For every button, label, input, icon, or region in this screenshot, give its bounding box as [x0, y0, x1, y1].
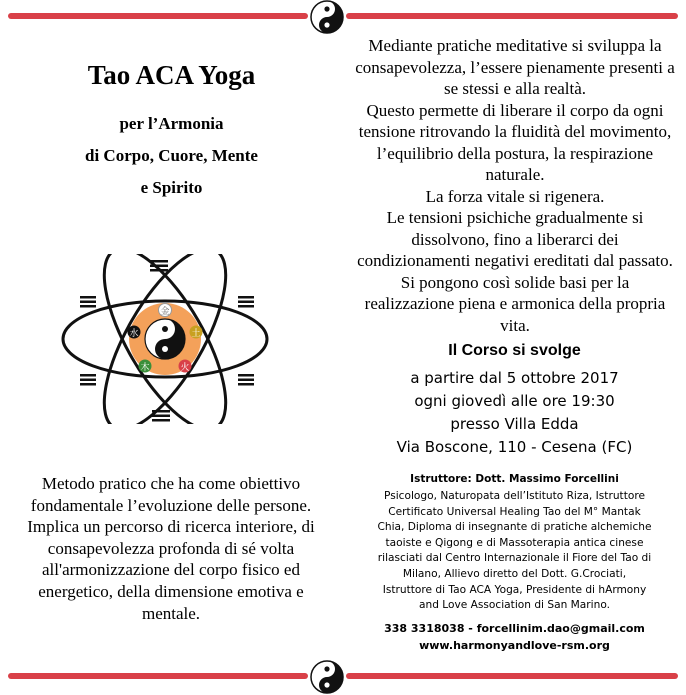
- contact-website: www.harmonyandlove-rsm.org: [419, 639, 610, 652]
- element-earth-glyph: 土: [191, 329, 201, 339]
- instructor-bio-line: Psicologo, Naturopata dell’Istituto Riza, Istruttore: [384, 490, 645, 502]
- instructor-bio-line: and Love Association di San Marino.: [419, 599, 610, 612]
- element-fire-glyph: 火: [180, 363, 190, 373]
- intro-paragraph-4: Le tensioni psichiche gradualmente si dissolvono, fino a liberarci dei condizionamenti negativi ereditati dal passato. Si pongono così solide basi per la realizzazione piena e armonica della propria vita.: [357, 208, 673, 335]
- subtitle-line-1: per l’Armonia: [119, 114, 224, 133]
- instructor-bio-line: taoiste e Qigong e di Massoterapia antica cinese: [385, 536, 644, 549]
- instructor-title: Istruttore: Dott. Massimo Forcellini: [410, 473, 619, 485]
- instructor-bio-line: Milano, Allievo diretto del Dott. G.Crociati,: [402, 567, 627, 580]
- top-left-bar: [8, 13, 308, 19]
- atom-bagua-emblem: [58, 254, 273, 424]
- element-water-glyph: 水: [129, 329, 139, 339]
- contact-block: [343, 620, 686, 654]
- course-start-date: a partire dal 5 ottobre 2017: [410, 369, 619, 387]
- element-wood-glyph: 木: [140, 363, 150, 373]
- bottom-left-bar: [8, 673, 308, 679]
- intro-paragraph-2: Questo permette di liberare il corpo da ogni tensione ritrovando la fluidità del movimento, l’equilibrio della postura, la respirazione naturale.: [358, 100, 672, 184]
- center-yin-yang-icon: [145, 319, 185, 359]
- course-title: Il Corso si svolge: [448, 342, 581, 359]
- yin-yang-icon: [310, 660, 344, 694]
- top-right-bar: [346, 13, 678, 19]
- description-paragraph: Metodo pratico che ha come obiettivo fondamentale l’evoluzione delle persone. Implica un percorso di ricerca interiore, di consapevolezza profonda di sé volta all'armonizzazione del corpo fisico ed energetico, della dimensione emotiva e mentale.: [27, 474, 315, 623]
- page-title: Tao ACA Yoga: [87, 60, 256, 90]
- instructor-bio-line: rilasciati dal Centro Internazionale il Fiore del Tao di: [377, 552, 652, 565]
- bottom-right-bar: [346, 673, 678, 679]
- subtitle-line-2: di Corpo, Cuore, Mente: [85, 146, 258, 165]
- instructor-bio-line: Istruttore di Tao ACA Yoga, Presidente di hArmony: [382, 583, 647, 596]
- intro-paragraph-1: Mediante pratiche meditative si sviluppa la consapevolezza, l’essere pienamente presenti a se stessi e alla realtà.: [355, 36, 675, 98]
- instructor-bio-line: Chia, Diploma di insegnante di pratiche alchemiche: [377, 521, 652, 534]
- yin-yang-icon: [310, 0, 344, 34]
- course-address: Via Boscone, 110 - Cesena (FC): [396, 438, 633, 456]
- course-details: [343, 367, 686, 459]
- intro-paragraph-3: La forza vitale si rigenera.: [425, 186, 605, 206]
- instructor-bio-line: Certificato Universal Healing Tao del M° Mantak: [388, 505, 641, 518]
- element-metal-glyph: 金: [160, 307, 170, 317]
- course-venue: presso Villa Edda: [450, 415, 579, 433]
- instructor-bio: [353, 489, 676, 614]
- intro-text: [355, 35, 675, 336]
- course-schedule: ogni giovedì alle ore 19:30: [414, 392, 615, 410]
- contact-phone-email: 338 3318038 - forcellinim.dao@gmail.com: [384, 622, 645, 635]
- subtitle-line-3: e Spirito: [140, 178, 203, 197]
